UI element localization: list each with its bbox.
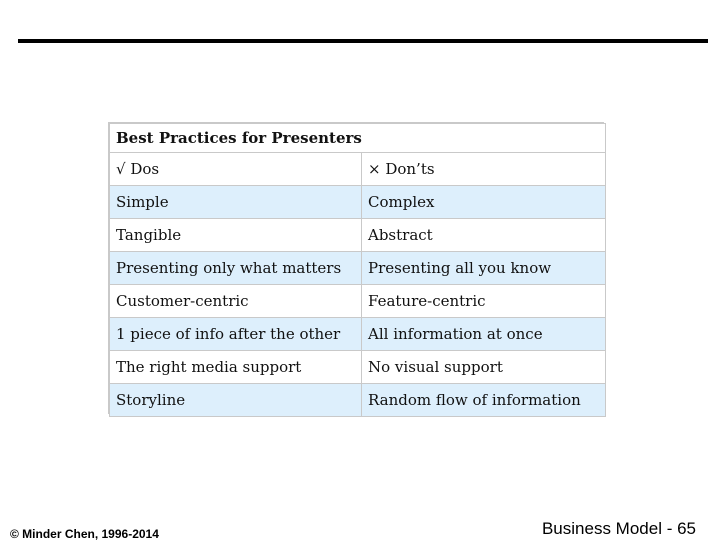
- dont-cell: Feature-centric: [362, 285, 606, 318]
- do-cell: 1 piece of info after the other: [110, 318, 362, 351]
- table-row: [110, 219, 606, 252]
- dont-cell: Abstract: [362, 219, 606, 252]
- table-row: [110, 318, 606, 351]
- top-rule: [18, 39, 708, 43]
- dont-cell: Complex: [362, 186, 606, 219]
- dont-cell: All information at once: [362, 318, 606, 351]
- do-cell: Customer-centric: [110, 285, 362, 318]
- donts-header: × Don’ts: [362, 153, 606, 186]
- slide-number-label: Business Model - 65: [541, 519, 696, 538]
- table-row: [110, 351, 606, 384]
- table-row: [110, 285, 606, 318]
- dont-cell: No visual support: [362, 351, 606, 384]
- dos-header: √ Dos: [110, 153, 362, 186]
- table-title: Best Practices for Presenters: [110, 124, 606, 153]
- do-cell: Storyline: [110, 384, 362, 417]
- do-cell: Simple: [110, 186, 362, 219]
- table-row: [110, 384, 606, 417]
- do-cell: Tangible: [110, 219, 362, 252]
- table-row: [110, 186, 606, 219]
- dont-cell: Presenting all you know: [362, 252, 606, 285]
- best-practices-table: [108, 122, 604, 414]
- do-cell: Presenting only what matters: [110, 252, 362, 285]
- copyright-footer: © Minder Chen, 1996-2014: [10, 527, 159, 541]
- do-cell: The right media support: [110, 351, 362, 384]
- table-row: [110, 252, 606, 285]
- dont-cell: Random flow of information: [362, 384, 606, 417]
